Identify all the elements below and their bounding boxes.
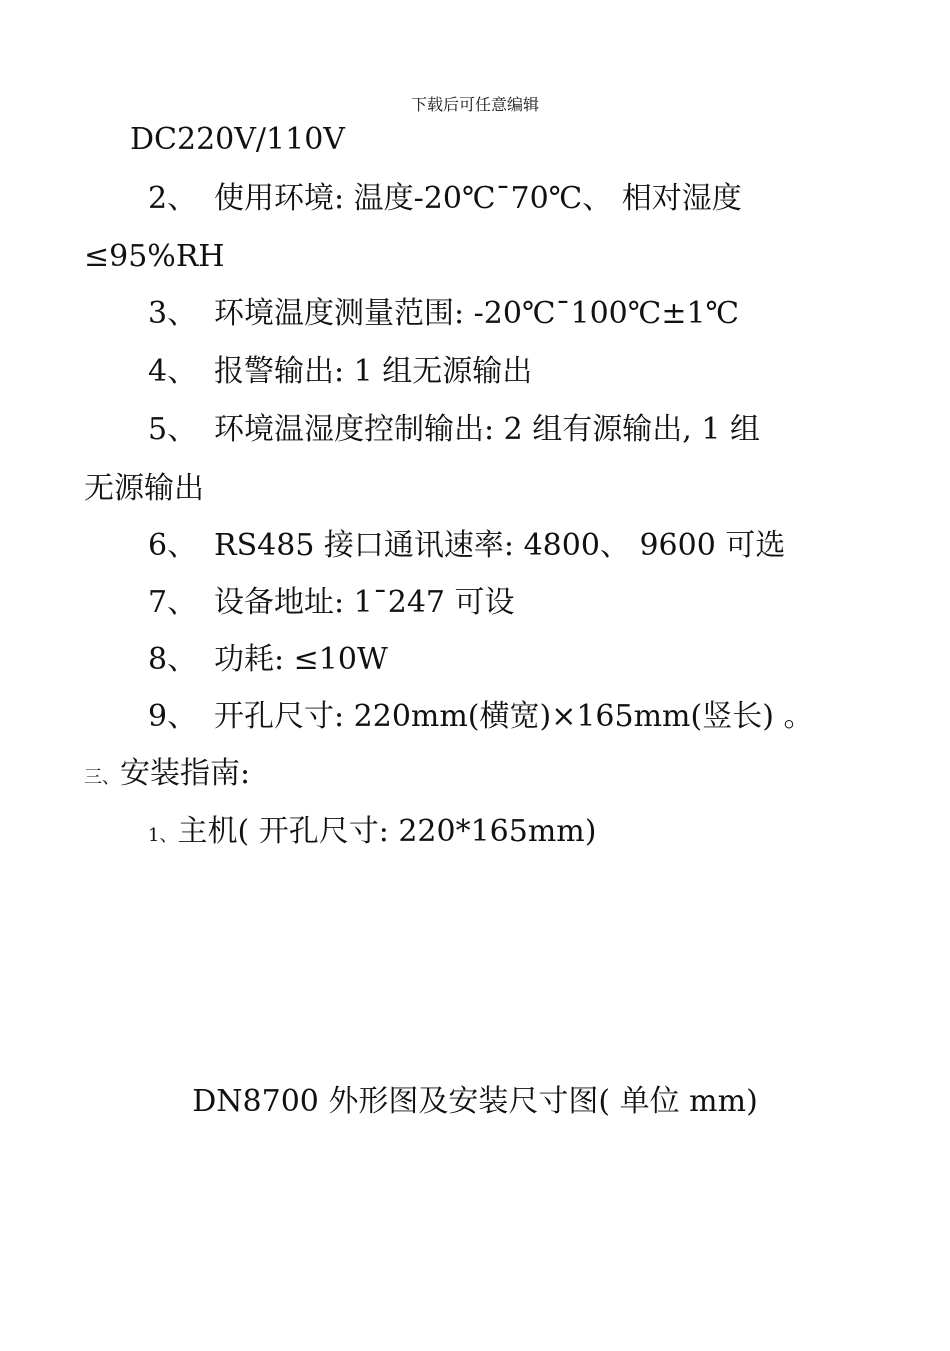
spec-item-2-continuation: ≤95%RH: [84, 239, 225, 274]
spec-item-9: [148, 699, 813, 735]
spec-item-text: 环境温度测量范围: -20℃¯100℃±1℃: [214, 296, 740, 331]
spec-item-number: 6、: [148, 528, 198, 563]
figure-caption: DN8700 外形图及安装尺寸图( 单位 mm): [192, 1084, 758, 1119]
spec-item-number: 8、: [148, 642, 198, 677]
spec-item-number: 2、: [148, 181, 198, 216]
spec-item-3: [148, 296, 739, 332]
spec-item-7: [148, 585, 515, 621]
section-3-subitem-marker: 1、: [148, 825, 178, 846]
spec-item-number: 4、: [148, 354, 198, 389]
section-3-heading: [84, 756, 250, 796]
spec-item-5-continuation: 无源输出: [84, 471, 204, 506]
spec-item-text: 报警输出: 1 组无源输出: [214, 354, 533, 389]
section-3-subitem: [148, 814, 596, 854]
spec-item-2: [148, 181, 742, 217]
spec-item-6: [148, 528, 785, 564]
spec-item-text: 环境温湿度控制输出: 2 组有源输出, 1 组: [214, 412, 760, 447]
spec-item-4: [148, 354, 532, 390]
voltage-continuation: DC220V/110V: [130, 122, 345, 157]
spec-item-text: RS485 接口通讯速率: 4800、 9600 可选: [214, 528, 786, 563]
section-3-title: 安装指南:: [120, 756, 251, 791]
section-3-marker: 三、: [84, 767, 120, 788]
spec-item-number: 3、: [148, 296, 198, 331]
spec-item-number: 5、: [148, 412, 198, 447]
spec-item-8: [148, 642, 388, 678]
spec-item-5: [148, 412, 760, 448]
page-header: 下载后可任意编辑: [410, 95, 539, 114]
spec-item-text: 开孔尺寸: 220mm(横宽)×165mm(竖长) 。: [214, 699, 814, 734]
spec-item-text: 功耗: ≤10W: [214, 642, 388, 677]
spec-item-text: 设备地址: 1¯247 可设: [214, 585, 515, 620]
spec-item-number: 9、: [148, 699, 198, 734]
spec-item-text: 使用环境: 温度-20℃¯70℃、 相对湿度: [214, 181, 742, 216]
section-3-subitem-text: 主机( 开孔尺寸: 220*165mm): [177, 814, 597, 849]
spec-item-number: 7、: [148, 585, 198, 620]
